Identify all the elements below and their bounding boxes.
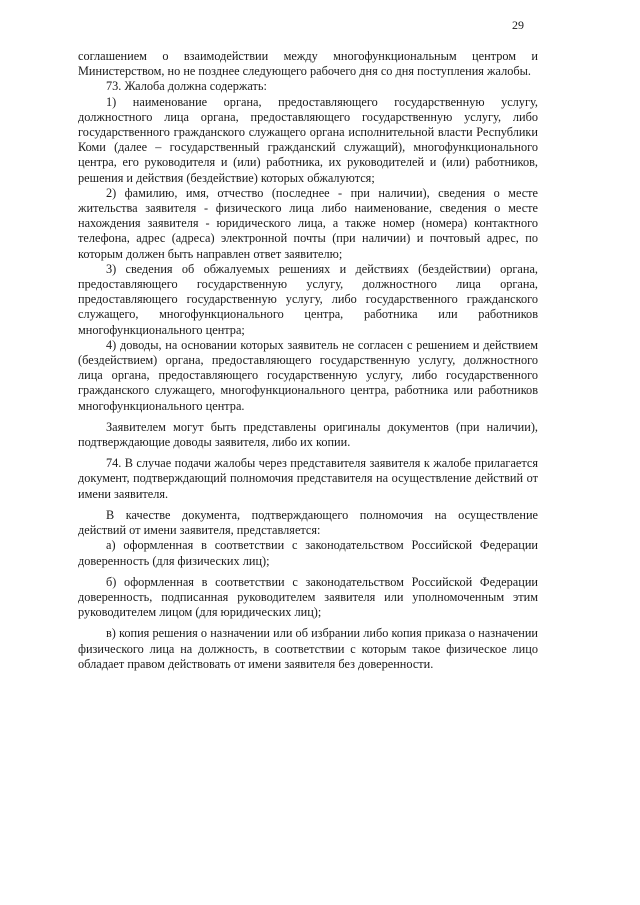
paragraph-subitem-2: 2) фамилию, имя, отчество (последнее - при наличии), сведения о месте жительства заявителя - физического лица либо наименование, сведения о месте нахождения заявителя - юридического лица, а также номер (номера) контактного телефона, адрес (адреса) электронной почты (при наличии) и почтовый адрес, по которым должен быть направлен ответ заявителю; — [78, 185, 538, 261]
paragraph-item-74: 74. В случае подачи жалобы через представителя заявителя к жалобе прилагается документ, подтверждающий полномочия представителя на осуществление действий от имени заявителя. — [78, 456, 538, 501]
paragraph-subitem-1: 1) наименование органа, предоставляющего государственную услугу, должностного лица органа, предоставляющего государственную услугу, либо государственного гражданского служащего органа исполнительной власти Республики Коми (далее – государственный гражданский служащий), многофункционального центра, его руководителя и (или) работника, их руководителей и (или) работников, решения и действия (бездействие) которых обжалуются; — [78, 94, 538, 185]
paragraph-subitem-v: в) копия решения о назначении или об избрании либо копия приказа о назначении физического лица на должность, в соответствии с которым такое физическое лицо обладает правом действовать от имени заявителя без доверенности. — [78, 626, 538, 671]
page-number: 29 — [512, 18, 524, 32]
paragraph-originals: Заявителем могут быть представлены оригиналы документов (при наличии), подтверждающие доводы заявителя, либо их копии. — [78, 419, 538, 450]
paragraph-subitem-b: б) оформленная в соответствии с законодательством Российской Федерации доверенность, подписанная руководителем заявителя или уполномоченным этим руководителем лицом (для юридических лиц); — [78, 574, 538, 620]
paragraph-document-types: В качестве документа, подтверждающего полномочия на осуществление действий от имени заявителя, представляется: — [78, 507, 538, 538]
paragraph-subitem-4: 4) доводы, на основании которых заявитель не согласен с решением и действием (бездействием) органа, предоставляющего государственную услугу, должностного лица органа, предоставляющего государственную услугу, либо государственного гражданского служащего, многофункционального центра, работника или работников многофункционального центра. — [78, 337, 538, 413]
paragraph-subitem-a: а) оформленная в соответствии с законодательством Российской Федерации доверенность (для физических лиц); — [78, 538, 538, 568]
document-body — [78, 49, 538, 672]
paragraph-item-73: 73. Жалоба должна содержать: — [106, 79, 267, 94]
paragraph-subitem-3: 3) сведения об обжалуемых решениях и действиях (бездействии) органа, предоставляющего государственную услугу, должностного лица органа, предоставляющего государственную услугу, либо государственного гражданского служащего, многофункционального центра, работника или работников многофункционального центра; — [78, 261, 538, 337]
paragraph-continuation: соглашением о взаимодействии между многофункциональным центром и Министерством, но не позднее следующего рабочего дня со дня поступления жалобы. — [78, 49, 538, 79]
